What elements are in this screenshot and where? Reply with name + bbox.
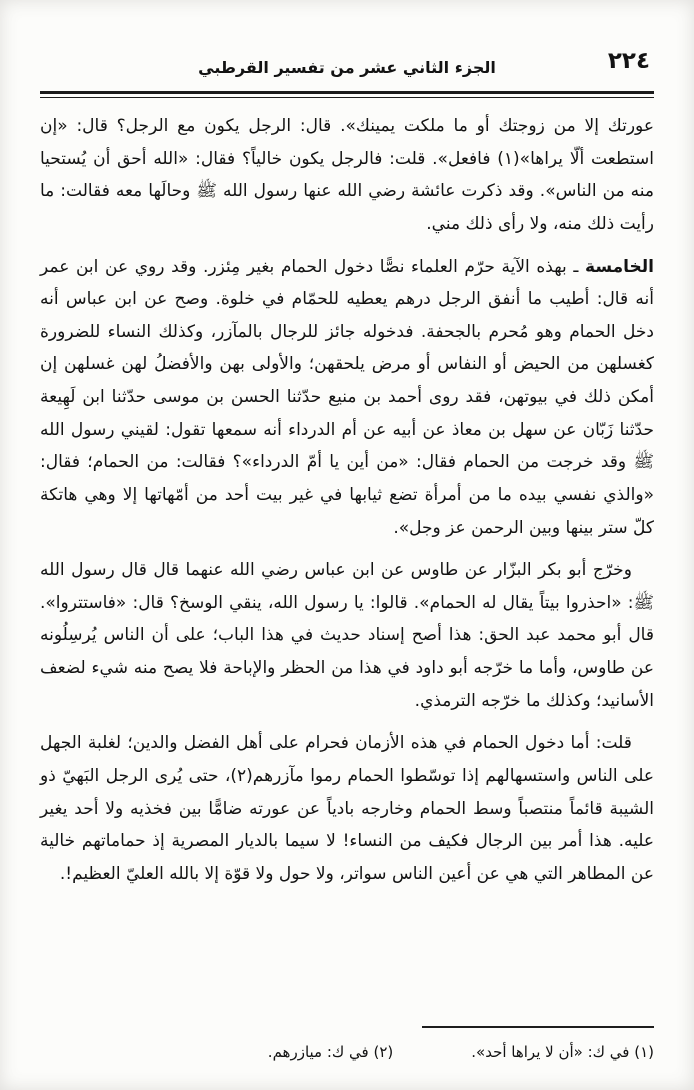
page-footer — [40, 1026, 654, 1064]
paragraph-author-comment: قلت: أما دخول الحمام في هذه الأزمان فحرام على أهل الفضل والدين؛ لغلبة الجهل على الناس واستسهالهم إذا توسّطوا الحمام رموا مآزرهم(٢)، حتى يُرى الرجل البَهيّ ذو الشيبة قائماً منتصباً وسط الحمام وخارجه بادياً عن عورته ضامًّا بين فخذيه ولا أحد يغير عليه. هذا أمر بين الرجال فكيف من النساء! لا سيما بالديار المصرية إذ حماماتهم خالية عن المطاهر التي هي عن أعين الناس سواتر، ولا حول ولا قوّة إلا بالله العليّ العظيم!. — [40, 733, 654, 884]
page-header — [40, 48, 654, 98]
header-row — [40, 48, 654, 84]
footnote-1: (١) في ك: «أن لا يراها أحد». — [471, 1043, 654, 1061]
page-number: ٢٢٤ — [607, 48, 650, 74]
footnote-divider — [422, 1026, 654, 1028]
paragraph-fifth-issue — [40, 251, 654, 545]
header-divider — [40, 91, 654, 98]
section-lead: الخامسة — [585, 256, 654, 277]
paragraph-bazzar-hadith: وخرّج أبو بكر البزّار عن طاوس عن ابن عباس رضي الله عنهما قال قال رسول الله ﷺ: «احذروا بيتاً يقال له الحمام». قالوا: يا رسول الله، ينقي الوسخ؟ قال: «فاستتروا». قال أبو محمد عبد الحق: هذا أصح إسناد حديث في هذا الباب؛ على أن الناس يُرسِلُونه عن طاوس، وأما ما خرّجه أبو داود في هذا من الحظر والإباحة فلا يصح منه شيء لضعف الأسانيد؛ وكذلك ما خرّجه الترمذي. — [40, 560, 654, 711]
footnotes — [40, 1040, 654, 1064]
footnote-2: (٢) في ك: ميازرهم. — [267, 1043, 394, 1061]
paragraph-text: ـ بهذه الآية حرّم العلماء نصًّا دخول الحمام بغير مِئزر. وقد روي عن ابن عمر أنه قال: أطيب ما أنفق الرجل درهم يعطيه للحمّام في خلوة. وصح عن ابن عباس أنه دخل الحمام وهو مُحرم بالجحفة. فدخوله جائز للرجال بالمآزر، وكذلك النساء للضرورة كغسلهن من الحيض أو النفاس أو مرض يلحقهن؛ والأولى بهن والأفضلُ لهن غسلهن إن أمكن ذلك في بيوتهن، فقد روى أحمد بن منيع حدّثنا الحسن بن موسى حدّثنا ابن لَهِيعة حدّثنا زَبّان عن سهل بن معاذ عن أبيه عن أم الدرداء أنه سمعها تقول: لقيني رسول الله ﷺ وقد خرجت من الحمام فقال: «من أين يا أمّ الدرداء»؟ فقالت: من الحمام؛ فقال: «والذي نفسي بيده ما من أمرأة تضع ثيابها في غير بيت أحد من أمّهاتها إلا وهي هاتكة كلّ ستر بينها وبين الرحمن عز وجل». — [40, 256, 654, 538]
paragraph-continuation: عورتك إلا من زوجتك أو ما ملكت يمينك». قال: الرجل يكون مع الرجل؟ قال: «إن استطعت ألّا يراها»(١) فافعل». قلت: فالرجل يكون خالياً؟ فقال: «الله أحق أن يُستحيا منه من الناس». وقد ذكرت عائشة رضي الله عنها رسول الله ﷺ وحالَها معه فقالت: ما رأيت ذلك منه، ولا رأى ذلك مني. — [40, 116, 654, 234]
page-body — [40, 110, 654, 900]
book-title: الجزء الثاني عشر من تفسير القرطبي — [198, 58, 496, 77]
